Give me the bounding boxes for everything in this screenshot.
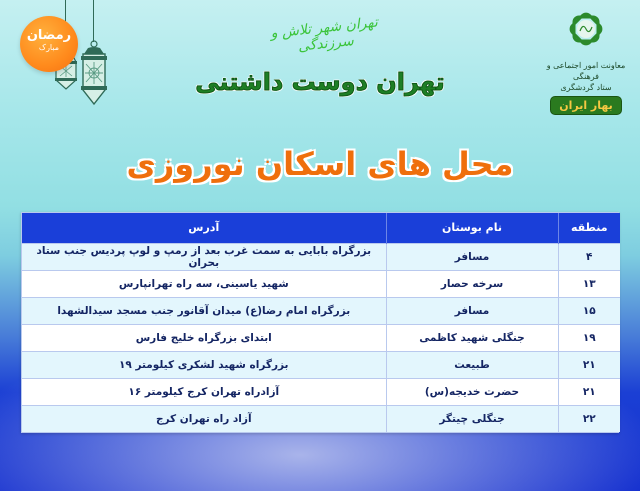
cell-address: بزرگراه بابایی به سمت غرب بعد از رمپ و لوپ پردیس جنب ستاد بحران: [22, 243, 386, 270]
cell-address: بزرگراه امام رضا(ع) میدان آقانور جنب مسجد سیدالشهدا: [22, 297, 386, 324]
ramadan-lantern-icon: [78, 40, 110, 106]
table-header-row: [22, 213, 620, 243]
cell-region: ۲۱: [558, 378, 620, 405]
cell-park: مسافر: [386, 243, 558, 270]
cell-park: جنگلی چیتگر: [386, 405, 558, 432]
cell-region: ۲۱: [558, 351, 620, 378]
table-row: [22, 378, 620, 405]
cell-address: آزادراه تهران کرج کیلومتر ۱۶: [22, 378, 386, 405]
page-title: محل های اسکان نوروزی: [126, 145, 514, 183]
cell-region: ۱۳: [558, 270, 620, 297]
cell-park: جنگلی شهید کاظمی: [386, 324, 558, 351]
cell-park: مسافر: [386, 297, 558, 324]
header-region: منطقه: [558, 213, 620, 243]
cell-address: ابتدای بزرگراه خلیج فارس: [22, 324, 386, 351]
table-row: [22, 297, 620, 324]
cell-park: حضرت خدیجه(س): [386, 378, 558, 405]
ramadan-badge: [20, 16, 78, 72]
brand-title: تهران دوست داشتنی: [195, 68, 445, 96]
cell-address: شهید یاسینی، سه راه تهرانپارس: [22, 270, 386, 297]
table-row: [22, 243, 620, 270]
cell-region: ۲۲: [558, 405, 620, 432]
cell-address: بزرگراه شهید لشکری کیلومتر ۱۹: [22, 351, 386, 378]
logo-department: معاونت امور اجتماعی و فرهنگی: [546, 61, 626, 81]
table-row: [22, 351, 620, 378]
municipality-logo: [540, 6, 632, 115]
cell-address: آزاد راه تهران کرج: [22, 405, 386, 432]
table-row: [22, 324, 620, 351]
logo-tag: بهار ایران: [550, 96, 622, 115]
cell-park: طبیعت: [386, 351, 558, 378]
tehran-municipality-star-icon: [563, 6, 609, 52]
cell-region: ۱۵: [558, 297, 620, 324]
shelter-table: [21, 212, 619, 433]
header-address: آدرس: [22, 213, 386, 243]
lantern-string: [93, 0, 94, 42]
table-row: [22, 270, 620, 297]
badge-line2: مبارک: [38, 43, 60, 52]
slogan: تهران شهر تلاش و سرزندگی: [269, 14, 379, 55]
logo-subdepartment: ستاد گردشگری: [560, 83, 612, 92]
badge-line1: رمضان: [26, 28, 72, 43]
cell-park: سرخه حصار: [386, 270, 558, 297]
table-row: [22, 405, 620, 432]
cell-region: ۴: [558, 243, 620, 270]
cell-region: ۱۹: [558, 324, 620, 351]
header-park: نام بوستان: [386, 213, 558, 243]
